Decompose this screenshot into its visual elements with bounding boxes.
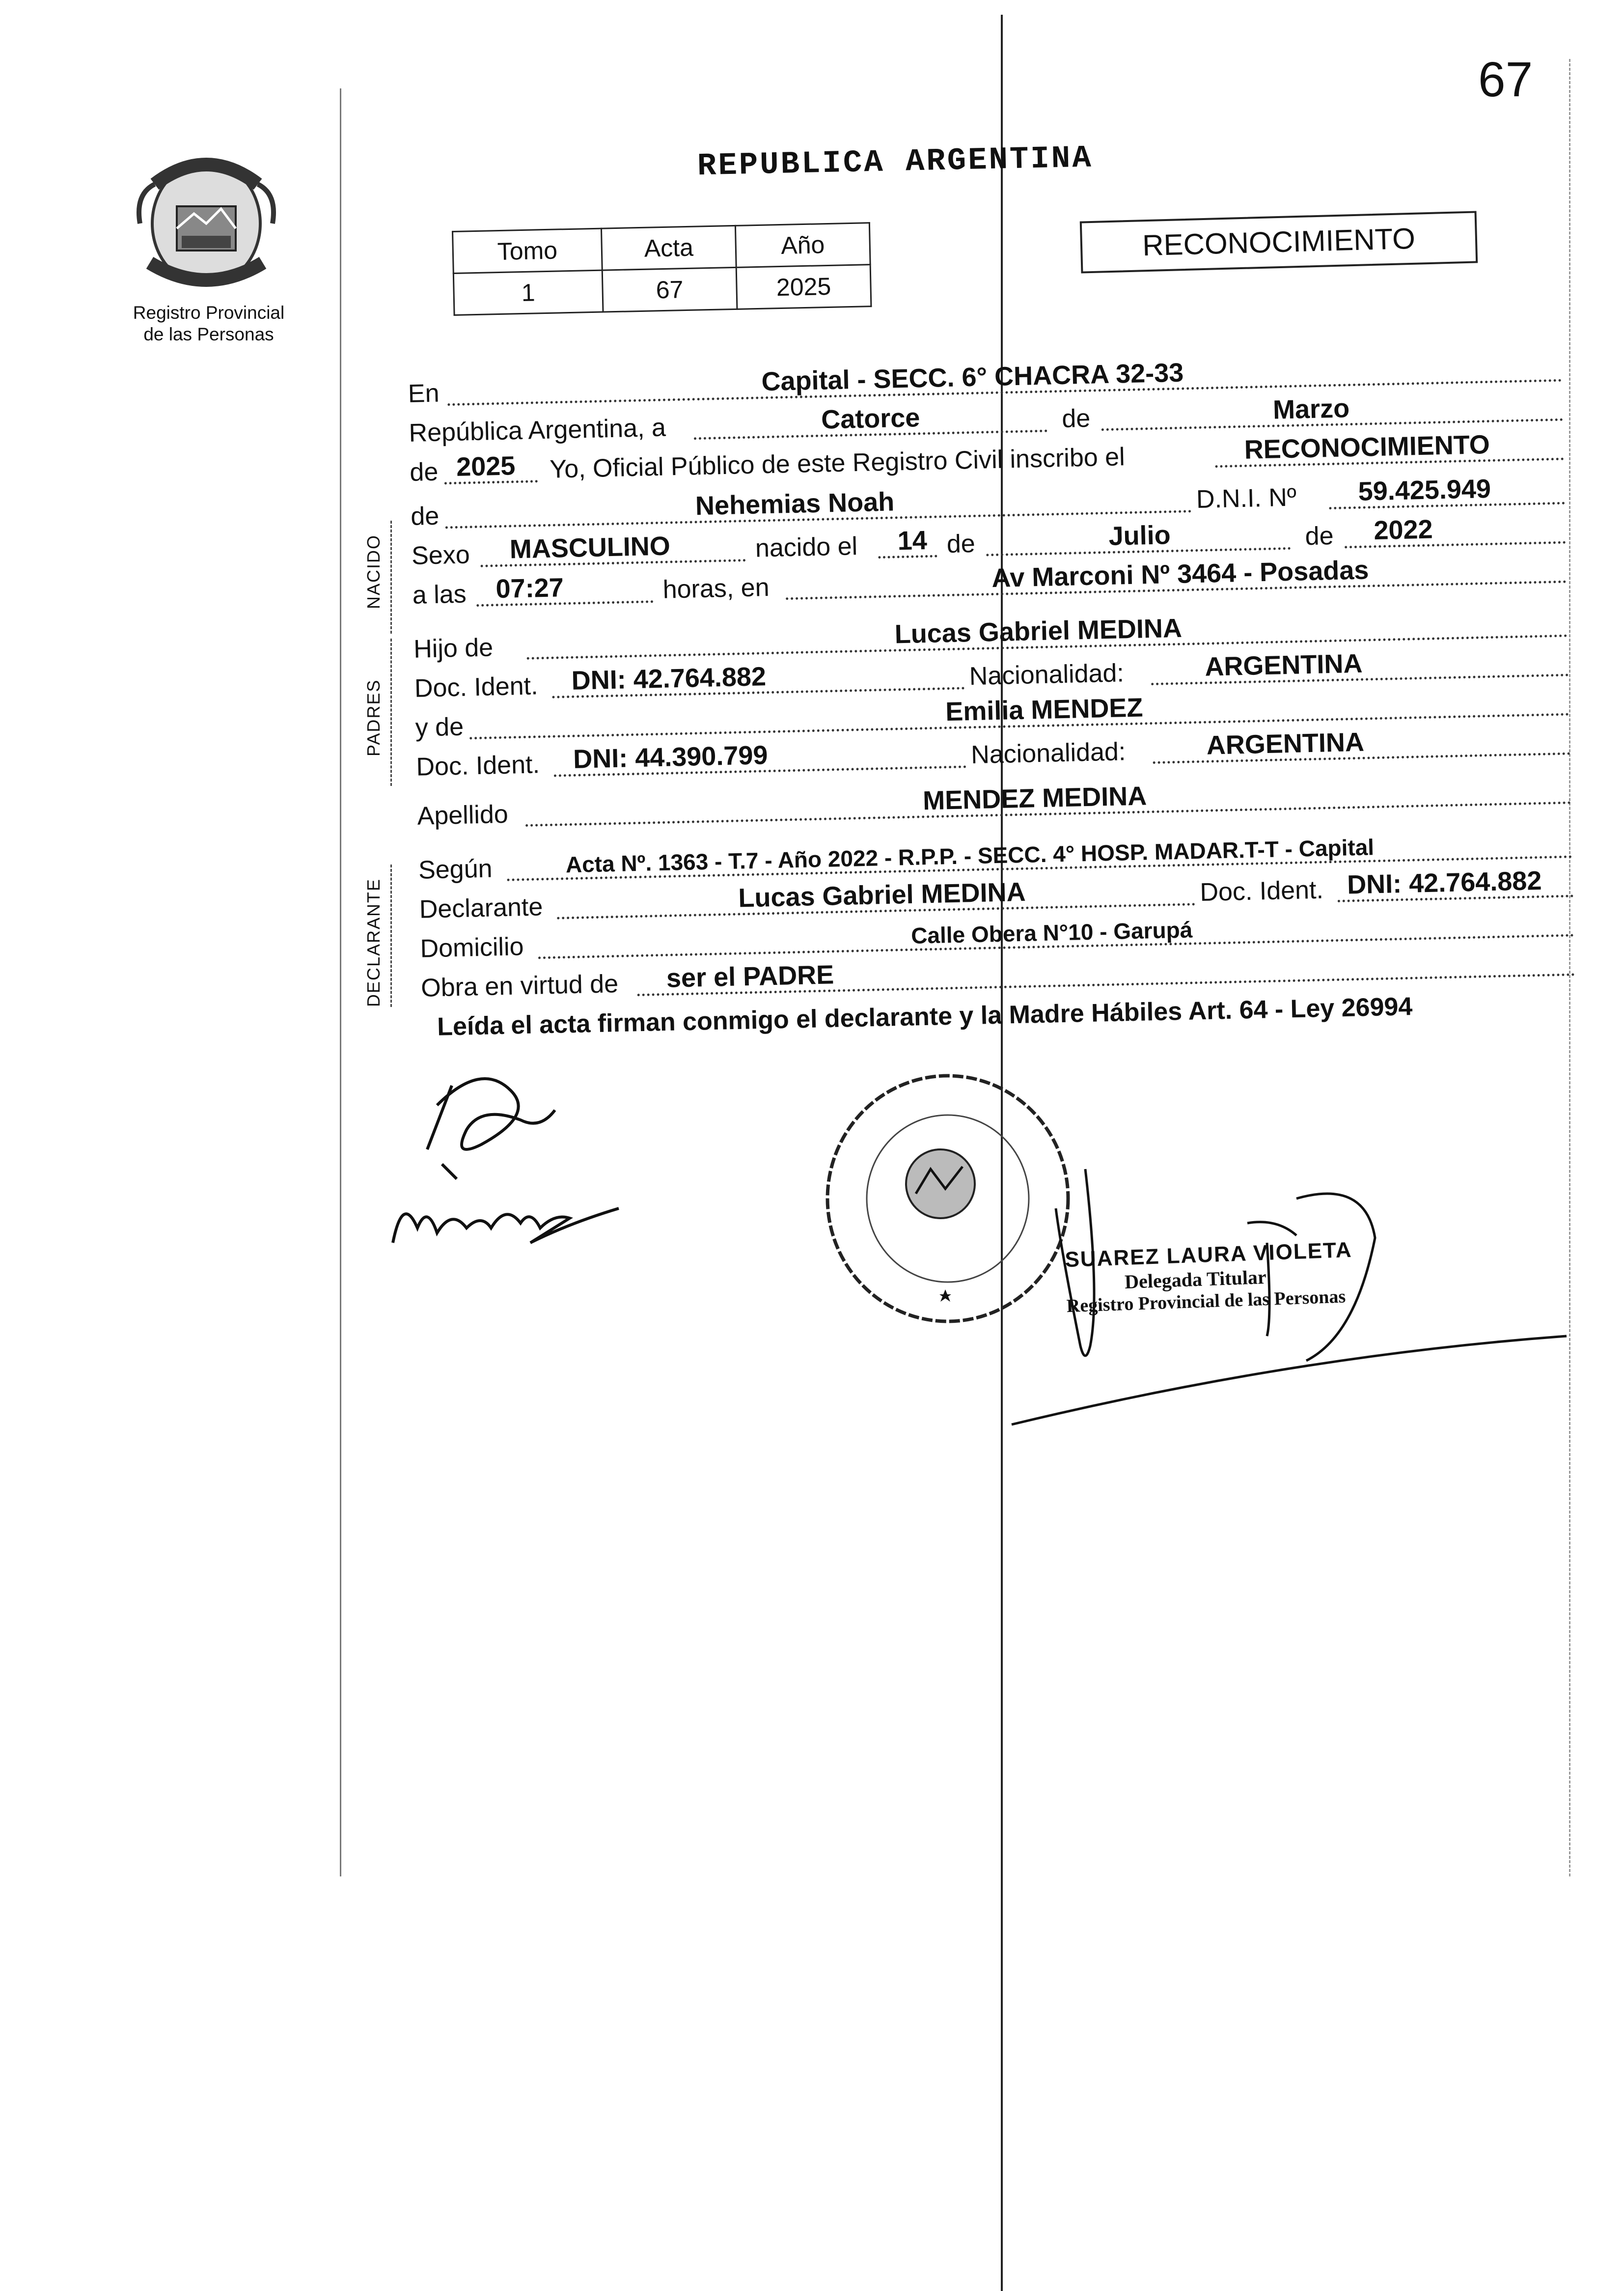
value-dni: 59.425.949 [1358,474,1491,506]
label-oficial: Yo, Oficial Público de este Registro Civil inscribo el [549,443,1126,484]
label-republica: República Argentina, a [409,413,666,447]
label-doc-madre: Doc. Ident. [415,750,540,782]
value-nac-madre: ARGENTINA [1206,727,1365,760]
value-sexo: MASCULINO [509,531,671,564]
registry-line-1: Registro Provincial [133,303,285,323]
declarant-signature [408,1051,570,1189]
label-doc-padre: Doc. Ident. [414,671,539,703]
label-de-mes: de [946,529,976,559]
value-lugar: Av Marconi Nº 3464 - Posadas [991,555,1369,593]
label-declarante: Declarante [419,893,543,924]
closing-statement: Leída el acta firman conmigo el declarante y la Madre Hábiles Art. 64 - Ley 26994 [437,992,1413,1041]
header-acta: Acta [601,225,736,270]
side-label-nacido: NACIDO [363,534,384,609]
label-apellido: Apellido [417,800,509,831]
value-nac-mes: Julio [1108,520,1171,551]
header-tomo: Tomo [453,228,603,273]
mother-signature [383,1174,629,1257]
label-nac-madre: Nacionalidad: [970,737,1126,770]
official-registry: Registro Provincial de las Personas [1066,1286,1346,1317]
registry-line-2: de las Personas [143,324,274,344]
value-anio: 2025 [456,451,516,482]
reference-table-values [453,265,871,315]
value-anio: 2025 [736,265,871,309]
value-doc-declarante: DNI: 42.764.882 [1347,866,1542,900]
value-domicilio: Calle Obera N°10 - Garupá [910,917,1193,949]
page-number: 67 [1478,52,1533,107]
label-de-anio: de [409,457,439,487]
official-name: SUAREZ LAURA VIOLETA [1064,1237,1353,1272]
value-hora: 07:27 [495,573,564,604]
value-inscribo: RECONOCIMIENTO [1244,429,1490,465]
bracket-padres [390,639,393,786]
value-nac-anio: 2022 [1373,514,1433,546]
value-en: Capital - SECC. 6° CHACRA 32-33 [761,358,1184,397]
value-doc-madre: DNI: 44.390.799 [573,740,769,774]
value-obra: ser el PADRE [666,960,834,993]
value-tomo: 1 [453,270,603,315]
side-label-padres: PADRES [363,679,384,756]
label-sexo: Sexo [411,540,470,570]
provincial-crest-icon [135,150,277,297]
value-doc-padre: DNI: 42.764.882 [571,662,767,696]
value-declarante: Lucas Gabriel MEDINA [738,877,1026,913]
value-nac-padre: ARGENTINA [1204,648,1363,682]
document-title: REPUBLICA ARGENTINA [697,140,1094,185]
side-label-declarante: DECLARANTE [363,878,384,1007]
value-madre: Emilia MENDEZ [945,693,1143,727]
label-en: En [408,379,440,408]
label-dni: D.N.I. Nº [1196,483,1297,514]
label-nacido: nacido el [755,532,858,563]
label-horas-en: horas, en [662,573,770,604]
left-margin-line [340,88,341,1876]
bracket-nacido [390,521,393,634]
value-apellido: MENDEZ MEDINA [922,781,1147,816]
value-dia: Catorce [821,403,920,435]
value-nac-dia: 14 [897,526,928,556]
official-signature [1002,1149,1571,1434]
label-hijo: Hijo de [413,633,494,664]
value-segun: Acta Nº. 1363 - T.7 - Año 2022 - R.P.P. - SECC. 4° HOSP. MADAR.T-T - Capital [565,834,1375,878]
label-obra: Obra en virtud de [420,969,619,1003]
value-nombre: Nehemias Noah [695,487,895,521]
header-anio: Año [735,223,870,268]
official-title: Delegada Titular [1124,1265,1267,1293]
label-doc-declarante: Doc. Ident. [1199,875,1324,907]
label-segun: Según [418,854,493,885]
label-a-las: a las [412,580,467,610]
reference-table [452,222,872,316]
act-type-box: RECONOCIMIENTO [1080,211,1478,273]
value-mes: Marzo [1272,393,1350,425]
label-y-de: y de [415,712,464,742]
label-de-anio-nac: de [1305,521,1334,551]
value-padre: Lucas Gabriel MEDINA [894,613,1183,649]
label-nac-padre: Nacionalidad: [969,659,1125,691]
registry-name [115,302,302,345]
label-de-nombre: de [410,502,440,531]
label-de: de [1061,404,1091,433]
bracket-declarante [390,865,393,1007]
label-domicilio: Domicilio [419,932,524,963]
value-acta: 67 [602,267,737,312]
